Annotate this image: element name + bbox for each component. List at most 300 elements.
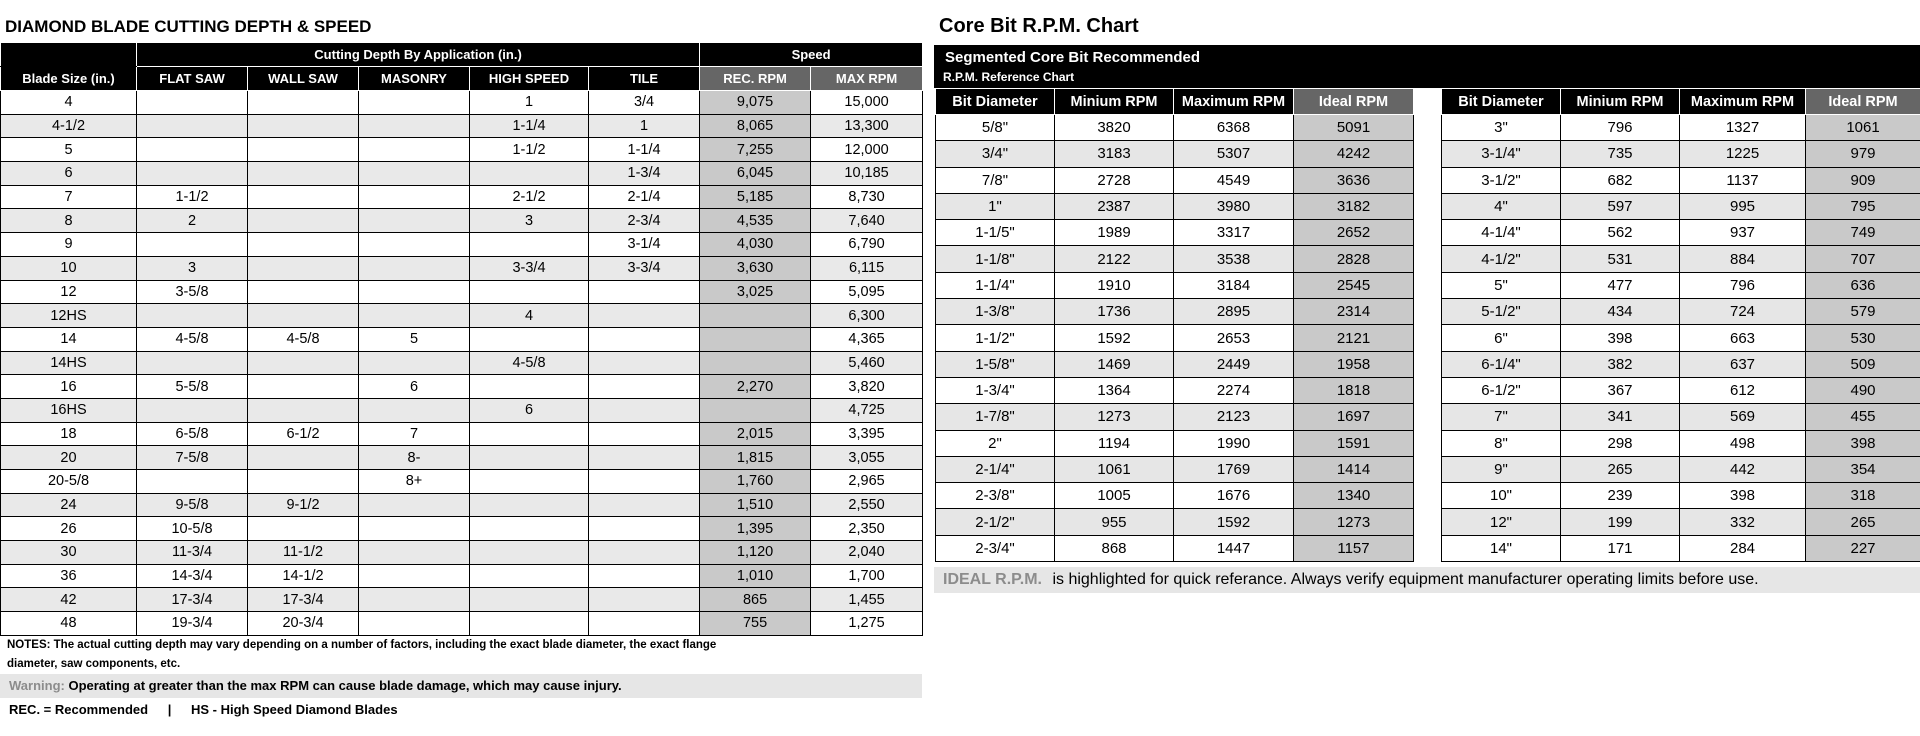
table-cell: 434 [1561,299,1680,325]
table-cell [470,375,589,399]
table-cell: 1469 [1055,351,1174,377]
table-cell: 2-1/4" [936,456,1055,482]
table-cell: 2653 [1174,325,1294,351]
notes-line: diameter, saw components, etc. [7,658,181,670]
table-cell: 7-5/8 [137,446,248,470]
table-cell [359,612,470,636]
table-cell: 4,365 [811,327,923,351]
table-cell: 1194 [1055,430,1174,456]
table-cell [470,470,589,494]
table-cell [248,256,359,280]
table-row [1442,483,1920,509]
table-cell: 2-1/2 [470,185,589,209]
table-cell: 1-3/8" [936,299,1055,325]
table-cell: 4 [470,304,589,328]
table-cell: 1-1/2 [470,138,589,162]
table-cell [137,304,248,328]
table-cell: 3/4 [589,91,700,115]
table-cell: 11-3/4 [137,541,248,565]
table-cell: 2-3/8" [936,483,1055,509]
table-cell: 724 [1680,299,1806,325]
table-cell: 14 [1,327,137,351]
legend-hs: HS - High Speed Diamond Blades [190,702,398,717]
core-col-header: Minium RPM [1561,89,1680,115]
table-row [1442,456,1920,482]
core-table-small-body [936,115,1414,562]
table-cell [589,398,700,422]
table-cell: 530 [1806,325,1920,351]
blade-notes [7,636,747,674]
table-cell: 42 [1,588,137,612]
table-cell [700,351,811,375]
table-cell: 637 [1680,351,1806,377]
table-cell: 6,045 [700,162,811,186]
table-cell: 12 [1,280,137,304]
table-cell: 2,550 [811,493,923,517]
table-cell [248,114,359,138]
table-cell: 9,075 [700,91,811,115]
table-cell: 490 [1806,377,1920,403]
table-cell [589,493,700,517]
table-cell: 4,535 [700,209,811,233]
table-cell: 14" [1442,535,1561,561]
table-cell: 7,255 [700,138,811,162]
table-cell: 1364 [1055,377,1174,403]
table-cell: 7,640 [811,209,923,233]
table-cell: 8,065 [700,114,811,138]
table-row [1,280,923,304]
table-cell: 4549 [1174,167,1294,193]
table-cell: 937 [1680,220,1806,246]
table-cell [248,138,359,162]
table-cell [589,517,700,541]
blade-group-header-row [1,43,923,67]
table-cell: 4-5/8 [137,327,248,351]
table-cell: 2,965 [811,470,923,494]
table-cell: 755 [700,612,811,636]
core-col-header: Maximum RPM [1174,89,1294,115]
core-table-large-body [1442,115,1920,562]
table-row [1442,404,1920,430]
table-cell: 7" [1442,404,1561,430]
table-cell [359,91,470,115]
ideal-rpm-label: IDEAL R.P.M. [943,571,1042,588]
table-cell: 569 [1680,404,1806,430]
table-cell: 1005 [1055,483,1174,509]
table-cell: 227 [1806,535,1920,561]
blade-table-body [1,91,923,636]
table-cell: 2" [936,430,1055,456]
table-cell: 1-1/4 [589,138,700,162]
table-cell: 4-1/4" [1442,220,1561,246]
table-row [1442,272,1920,298]
table-cell [589,470,700,494]
table-cell: 3184 [1174,272,1294,298]
table-cell: 1958 [1294,351,1414,377]
table-cell: 636 [1806,272,1920,298]
table-cell: 2545 [1294,272,1414,298]
legend-separator: | [167,702,172,717]
table-cell: 17-3/4 [137,588,248,612]
table-cell: 4242 [1294,141,1414,167]
table-cell: 795 [1806,193,1920,219]
blade-group-depth: Cutting Depth By Application (in.) [137,43,700,67]
table-row [1,517,923,541]
table-cell: 3,820 [811,375,923,399]
core-col-header: Ideal RPM [1294,89,1414,115]
table-cell: 48 [1,612,137,636]
table-cell: 1-1/2" [936,325,1055,351]
table-cell [137,470,248,494]
table-cell: 12" [1442,509,1561,535]
table-row [1,114,923,138]
table-cell: 10 [1,256,137,280]
table-cell: 3-1/4" [1442,141,1561,167]
table-cell: 1157 [1294,535,1414,561]
table-cell: 477 [1561,272,1680,298]
table-cell: 1447 [1174,535,1294,561]
table-cell: 8+ [359,470,470,494]
table-cell: 7 [359,422,470,446]
table-cell: 498 [1680,430,1806,456]
table-cell: 18 [1,422,137,446]
table-cell: 1990 [1174,430,1294,456]
table-cell: 398 [1680,483,1806,509]
table-cell: 1-3/4 [589,162,700,186]
blade-title: DIAMOND BLADE CUTTING DEPTH & SPEED [5,17,372,36]
core-col-header: Bit Diameter [1442,89,1561,115]
table-cell [359,564,470,588]
table-cell: 10,185 [811,162,923,186]
table-cell: 4" [1442,193,1561,219]
table-cell: 9-1/2 [248,493,359,517]
table-cell: 6,300 [811,304,923,328]
blade-table [0,42,923,636]
table-cell [700,398,811,422]
table-cell: 30 [1,541,137,565]
table-cell: 5 [359,327,470,351]
table-cell [248,233,359,257]
table-cell: 382 [1561,351,1680,377]
table-cell: 3538 [1174,246,1294,272]
table-cell: 1736 [1055,299,1174,325]
table-cell [359,541,470,565]
blade-col-header: MAX RPM [811,67,923,91]
table-cell [359,256,470,280]
table-cell [589,446,700,470]
table-cell: 2,350 [811,517,923,541]
table-cell: 1-1/4" [936,272,1055,298]
table-cell [248,280,359,304]
table-row [1,162,923,186]
table-cell [589,280,700,304]
core-col-header: Ideal RPM [1806,89,1920,115]
table-cell: 2,015 [700,422,811,446]
table-cell: 3183 [1055,141,1174,167]
table-cell: 509 [1806,351,1920,377]
table-cell: 1,760 [700,470,811,494]
table-row [1,327,923,351]
table-cell: 5,460 [811,351,923,375]
table-cell: 3/4" [936,141,1055,167]
table-cell [359,517,470,541]
table-cell: 1414 [1294,456,1414,482]
warning-label: Warning: [9,678,65,693]
table-row [1,398,923,422]
table-row [1,493,923,517]
table-cell [248,351,359,375]
core-header-band [934,45,1920,88]
table-cell: 1592 [1055,325,1174,351]
table-row [1,91,923,115]
table-cell: 5307 [1174,141,1294,167]
table-cell: 796 [1561,115,1680,141]
table-cell [359,185,470,209]
warning-banner [0,674,922,698]
table-cell: 1273 [1055,404,1174,430]
table-cell [359,304,470,328]
table-cell [470,493,589,517]
blade-col-header: TILE [589,67,700,91]
table-cell [589,541,700,565]
table-cell [470,517,589,541]
table-cell: 3-1/2" [1442,167,1561,193]
ideal-rpm-text: is highlighted for quick referance. Always verify equipment manufacturer operating limits before use. [1052,571,1759,588]
blade-col-header: HIGH SPEED [470,67,589,91]
table-cell: 199 [1561,509,1680,535]
table-cell: 6,115 [811,256,923,280]
table-row [1,304,923,328]
table-cell: 3-3/4 [470,256,589,280]
table-cell: 2-1/4 [589,185,700,209]
table-row [936,325,1414,351]
table-row [1,470,923,494]
table-cell: 2123 [1174,404,1294,430]
table-cell [589,304,700,328]
blade-col-header: WALL SAW [248,67,359,91]
table-cell: 16 [1,375,137,399]
core-col-header: Bit Diameter [936,89,1055,115]
warning-text: Operating at greater than the max RPM can cause blade damage, which may cause injury. [68,678,622,693]
table-cell: 1061 [1055,456,1174,482]
table-cell: 17-3/4 [248,588,359,612]
table-cell [248,470,359,494]
table-cell: 9 [1,233,137,257]
table-row [936,246,1414,272]
legend-rec: REC. = Recommended [9,702,149,717]
table-cell: 1-1/4 [470,114,589,138]
table-cell: 284 [1680,535,1806,561]
table-cell: 9" [1442,456,1561,482]
ideal-rpm-note [934,567,1920,593]
table-cell: 5 [1,138,137,162]
table-cell [470,233,589,257]
table-cell: 6-1/4" [1442,351,1561,377]
table-cell [248,162,359,186]
table-cell [470,564,589,588]
table-cell: 14-1/2 [248,564,359,588]
table-row [1,138,923,162]
table-cell: 3-3/4 [589,256,700,280]
table-cell: 9-5/8 [137,493,248,517]
table-row [1442,325,1920,351]
table-cell: 1,010 [700,564,811,588]
table-cell: 2728 [1055,167,1174,193]
table-cell: 2121 [1294,325,1414,351]
table-cell: 15,000 [811,91,923,115]
table-cell: 354 [1806,456,1920,482]
table-cell [359,588,470,612]
table-cell: 4-1/2" [1442,246,1561,272]
table-row [936,535,1414,561]
table-row [1,564,923,588]
table-cell: 2,040 [811,541,923,565]
table-cell: 265 [1806,509,1920,535]
table-cell: 1,700 [811,564,923,588]
table-cell: 3,630 [700,256,811,280]
table-cell: 2-3/4 [589,209,700,233]
table-cell [589,612,700,636]
table-row [936,141,1414,167]
table-cell [359,114,470,138]
table-cell [359,398,470,422]
table-cell: 3980 [1174,193,1294,219]
table-cell [248,375,359,399]
table-cell [359,209,470,233]
table-cell: 2122 [1055,246,1174,272]
table-cell: 868 [1055,535,1174,561]
table-cell [359,280,470,304]
table-cell: 1591 [1294,430,1414,456]
table-cell: 1" [936,193,1055,219]
table-cell [248,517,359,541]
table-cell [470,327,589,351]
table-cell [359,233,470,257]
table-cell: 2387 [1055,193,1174,219]
table-cell: 3 [470,209,589,233]
table-cell: 3182 [1294,193,1414,219]
table-cell: 1-7/8" [936,404,1055,430]
table-cell [470,446,589,470]
table-cell: 3,025 [700,280,811,304]
table-cell: 1273 [1294,509,1414,535]
table-cell: 20-3/4 [248,612,359,636]
table-cell [248,185,359,209]
table-cell: 298 [1561,430,1680,456]
table-cell: 341 [1561,404,1680,430]
table-cell [589,422,700,446]
table-cell: 1,275 [811,612,923,636]
table-cell: 562 [1561,220,1680,246]
blade-col-header: Blade Size (in.) [1,67,137,91]
table-cell: 796 [1680,272,1806,298]
table-row [1442,430,1920,456]
table-cell [470,162,589,186]
table-cell: 707 [1806,246,1920,272]
table-cell [700,304,811,328]
table-cell: 1818 [1294,377,1414,403]
table-cell [137,138,248,162]
table-cell [359,138,470,162]
core-title: Core Bit R.P.M. Chart [939,15,1139,37]
table-cell: 1,455 [811,588,923,612]
table-cell: 1,510 [700,493,811,517]
table-cell: 2-3/4" [936,535,1055,561]
table-cell: 6 [1,162,137,186]
table-cell: 36 [1,564,137,588]
table-row [936,167,1414,193]
table-row [1,446,923,470]
table-row [936,509,1414,535]
table-cell: 579 [1806,299,1920,325]
table-cell [137,91,248,115]
table-cell [589,564,700,588]
table-cell: 455 [1806,404,1920,430]
core-col-header: Maximum RPM [1680,89,1806,115]
table-cell: 3-5/8 [137,280,248,304]
table-cell: 1-5/8" [936,351,1055,377]
blade-group-spacer [1,43,137,67]
table-cell: 2274 [1174,377,1294,403]
table-cell: 6-1/2" [1442,377,1561,403]
table-cell: 367 [1561,377,1680,403]
table-cell: 4-5/8 [248,327,359,351]
table-cell: 884 [1680,246,1806,272]
table-cell: 2828 [1294,246,1414,272]
table-row [1,541,923,565]
table-cell: 865 [700,588,811,612]
table-cell: 1061 [1806,115,1920,141]
table-cell: 1,120 [700,541,811,565]
table-cell: 6,790 [811,233,923,257]
table-row [936,115,1414,141]
table-cell: 1676 [1174,483,1294,509]
table-cell: 7 [1,185,137,209]
table-cell: 10-5/8 [137,517,248,541]
table-row [1,588,923,612]
table-cell: 1-1/8" [936,246,1055,272]
table-cell: 1225 [1680,141,1806,167]
blade-col-header: MASONRY [359,67,470,91]
table-cell: 20 [1,446,137,470]
table-row [1,233,923,257]
table-row [936,456,1414,482]
table-cell: 1340 [1294,483,1414,509]
table-cell: 3-1/4 [589,233,700,257]
table-cell: 318 [1806,483,1920,509]
table-cell: 11-1/2 [248,541,359,565]
table-cell: 239 [1561,483,1680,509]
blade-col-header: FLAT SAW [137,67,248,91]
core-col-header: Minium RPM [1055,89,1174,115]
table-cell [589,327,700,351]
table-cell: 24 [1,493,137,517]
notes-line: NOTES: The actual cutting depth may vary depending on a number of factors, including the exact blade diameter, the exact flange [7,639,717,651]
table-row [1442,141,1920,167]
blade-header-row [1,67,923,91]
table-cell [359,351,470,375]
table-cell: 5,095 [811,280,923,304]
table-cell: 1989 [1055,220,1174,246]
table-cell: 10" [1442,483,1561,509]
table-cell: 5/8" [936,115,1055,141]
table-row [1442,299,1920,325]
table-cell: 3,055 [811,446,923,470]
table-cell: 3" [1442,115,1561,141]
table-cell: 3820 [1055,115,1174,141]
table-cell [248,446,359,470]
table-cell: 2449 [1174,351,1294,377]
